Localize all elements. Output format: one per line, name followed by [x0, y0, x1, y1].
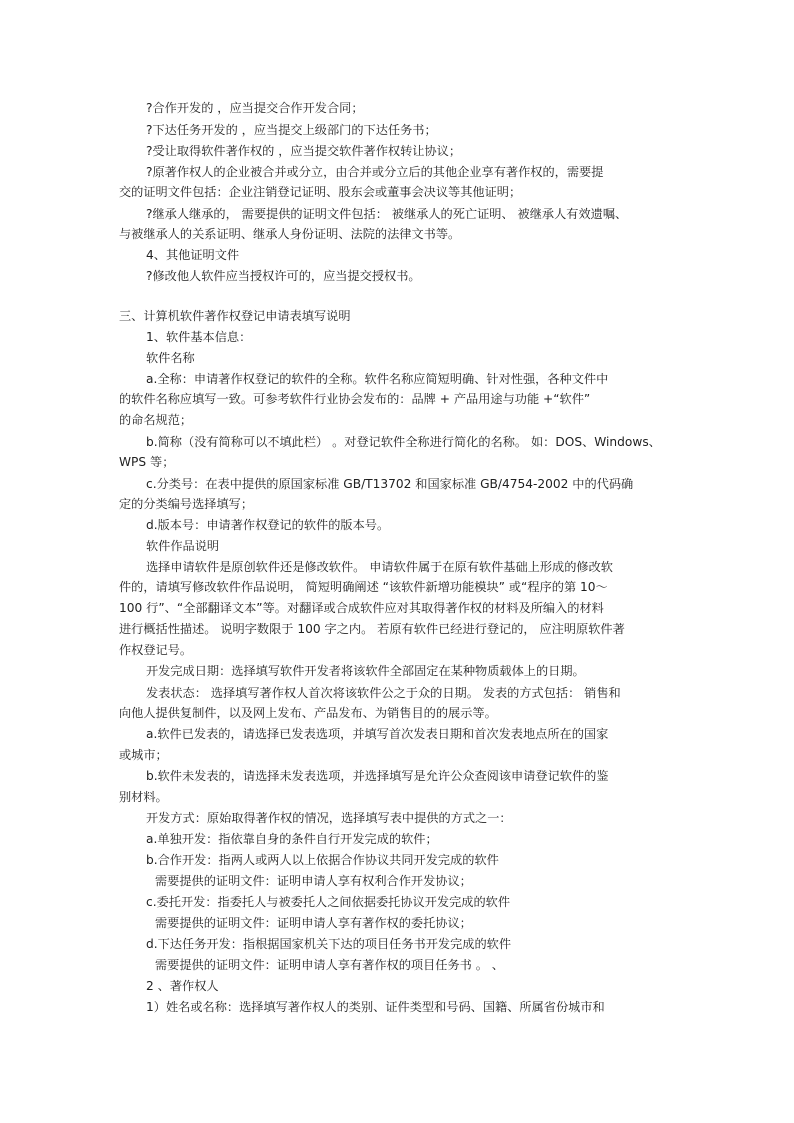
- text-line: 开发完成日期：选择填写软件开发者将该软件全部固定在某种物质载体上的日期。: [146, 664, 585, 678]
- text-line: 1）姓名或名称：选择填写著作权人的类别、证件类型和号码、国籍、所属省份城市和: [146, 1000, 605, 1014]
- text-line: b.合作开发：指两人或两人以上依据合作协议共同开发完成的软件: [146, 853, 499, 867]
- text-line: 发表状态： 选择填写著作权人首次将该软件公之于众的日期。 发表的方式包括： 销售和: [146, 686, 621, 700]
- text-line: 软件作品说明: [146, 539, 220, 553]
- text-line: 开发方式：原始取得著作权的情况，选择填写表中提供的方式之一：: [146, 811, 512, 825]
- text-line: 100 行”、“全部翻译文本”等。对翻译或合成软件应对其取得著作权的材料及所编入的材料: [119, 601, 604, 615]
- text-line: b.简称（没有简称可以不填此栏） 。对登记软件全称进行简化的名称。 如：DOS、Windows、: [146, 435, 661, 449]
- text-line: 2 、著作权人: [146, 979, 219, 993]
- text-line: d.版本号：申请著作权登记的软件的版本号。: [146, 518, 390, 532]
- text-line: 或城市；: [119, 748, 168, 762]
- text-line: ?受让取得软件著作权的 ，应当提交软件著作权转让协议；: [146, 144, 462, 158]
- text-line: 向他人提供复制件，以及网上发布、产品发布、为销售目的的展示等。: [119, 706, 497, 720]
- text-line: 需要提供的证明文件：证明申请人享有著作权的项目任务书 。 、: [155, 958, 504, 972]
- text-line: WPS 等；: [119, 455, 175, 469]
- text-line: a.单独开发：指依靠自身的条件自行开发完成的软件；: [146, 832, 438, 846]
- text-line: 需要提供的证明文件：证明申请人享有著作权的委托协议；: [155, 916, 472, 930]
- text-line: 选择申请软件是原创软件还是修改软件。 申请软件属于在原有软件基础上形成的修改软: [146, 560, 613, 574]
- text-line: b.软件未发表的，请选择未发表选项，并选择填写是允许公众查阅该申请登记软件的鉴: [146, 769, 609, 783]
- text-line: 件的，请填写修改软件作品说明， 简短明确阐述 “该软件新增功能模块” 或“程序的第 10～: [119, 580, 608, 594]
- text-line: 的命名规范；: [119, 413, 193, 427]
- text-line: ?原著作权人的企业被合并或分立，由合并或分立后的其他企业享有著作权的，需要提: [146, 165, 604, 179]
- text-line: 进行概括性描述。 说明字数限于 100 字之内。 若原有软件已经进行登记的， 应注明原软件著: [119, 622, 625, 636]
- text-line: 作权登记号。: [119, 643, 193, 657]
- text-line: 需要提供的证明文件：证明申请人享有权利合作开发协议；: [155, 874, 472, 888]
- text-line: 的软件名称应填写一致。可参考软件行业协会发布的：品牌 + 产品用途与功能 +“软件”: [119, 392, 591, 406]
- text-line: 与被继承人的关系证明、继承人身份证明、法院的法律文书等。: [119, 227, 461, 241]
- section-heading: 三、计算机软件著作权登记申请表填写说明: [119, 309, 351, 323]
- text-line: a.全称：申请著作权登记的软件的全称。软件名称应简短明确、针对性强，各种文件中: [146, 372, 609, 386]
- text-line: ?下达任务开发的 ，应当提交上级部门的下达任务书；: [146, 123, 437, 137]
- text-line: 4、其他证明文件: [146, 248, 240, 262]
- text-line: 软件名称: [146, 351, 195, 365]
- text-line: 定的分类编号选择填写；: [119, 497, 254, 511]
- text-line: 交的证明文件包括：企业注销登记证明、股东会或董事会决议等其他证明；: [119, 185, 522, 199]
- text-line: c.委托开发：指委托人与被委托人之间依据委托协议开发完成的软件: [146, 895, 511, 909]
- text-line: ?继承人继承的， 需要提供的证明文件包括： 被继承人的死亡证明、 被继承人有效遗嘱、: [146, 207, 628, 221]
- text-line: 别材料。: [119, 790, 168, 804]
- text-line: c.分类号：在表中提供的原国家标准 GB/T13702 和国家标准 GB/4754-2002 中的代码确: [146, 477, 634, 491]
- text-line: 1、软件基本信息：: [146, 330, 252, 344]
- text-line: a.软件已发表的，请选择已发表选项，并填写首次发表日期和首次发表地点所在的国家: [146, 727, 609, 741]
- text-line: ?合作开发的 ，应当提交合作开发合同；: [146, 101, 364, 115]
- text-line: ?修改他人软件应当授权许可的，应当提交授权书。: [146, 269, 421, 283]
- text-line: d.下达任务开发：指根据国家机关下达的项目任务书开发完成的软件: [146, 937, 512, 951]
